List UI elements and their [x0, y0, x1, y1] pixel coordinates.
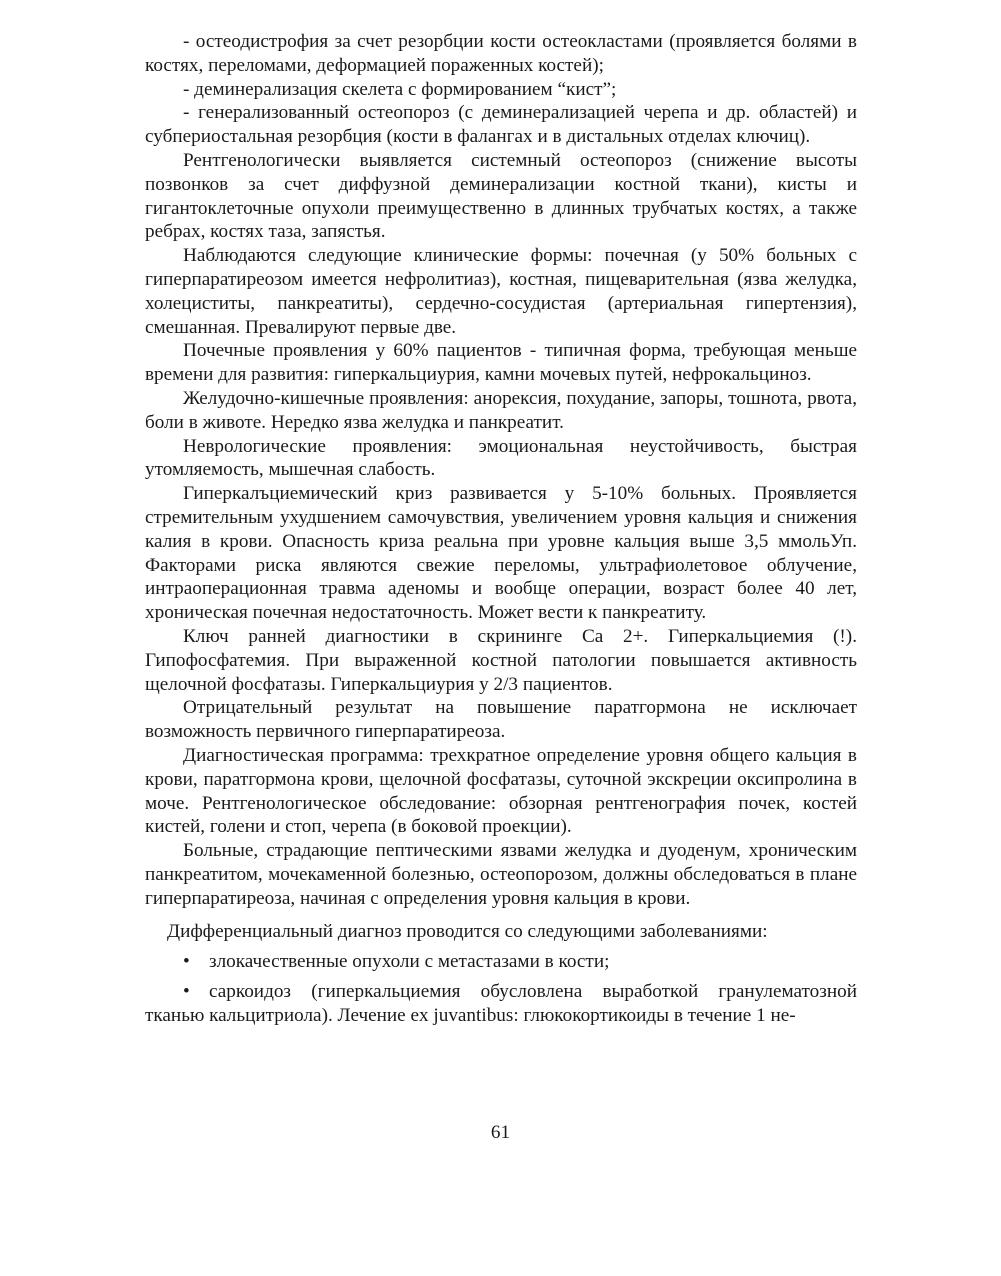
paragraph-osteodystrophy: - остеодистрофия за счет резорбции кости остеокластами (проявляется болями в костях, переломами, деформацией пораженных костей); [145, 31, 857, 76]
paragraph-patients: Больные, страдающие пептическими язвами желудка и дуоденум, хроническим панкреатитом, мочекаменной болезнью, остеопорозом, должны обследоваться в плане гиперпаратиреоза, начиная с определения уровня кальция в крови. [145, 840, 857, 909]
bullet-icon: • [183, 981, 190, 1003]
paragraph-negative-result: Отрицательный результат на повышение паратгормона не исключает возможность первичного гиперпаратиреоза. [145, 697, 857, 743]
paragraph-differential-intro: Дифференциальный диагноз проводится со следующими заболеваниями: [167, 921, 768, 943]
page-number: 61 [490, 1122, 511, 1143]
paragraph-clinical-forms: Наблюдаются следующие клинические формы: почечная (у 50% больных с гиперпаратиреозом имеется нефролитиаз), костная, пищеварительная (язва желудка, холециститы, панкреатиты), сердечно-сосудистая (артериальная гипертензия), смешанная. Превалируют первые две. [145, 245, 857, 338]
paragraph-radiology: Рентгенологически выявляется системный остеопороз (снижение высоты позвонков за счет диффузной деминерализации костной ткани), кисты и гигантоклеточные опухоли преимущественно в длинных трубчатых костях, а также ребрах, костях таза, запястья. [145, 149, 857, 243]
paragraph-gastrointestinal: Желудочно-кишечные проявления: анорексия, похудание, запоры, тошнота, рвота, боли в животе. Нередко язва желудка и панкреатит. [145, 387, 857, 433]
paragraph-diagnostic-program: Диагностическая программа: трехкратное определение уровня общего кальция в крови, паратгормона крови, щелочной фосфатазы, суточной экскреции оксипролина в моче. Рентгенологическое обследование: обзорная рентгенография почек, костей кистей, голени и стоп, черепа (в боковой проекции). [145, 744, 857, 838]
paragraph-crisis: Гиперкалъциемический криз развивается у 5-10% больных. Проявляется стремительным ухудшением самочувствия, увеличением уровня кальция и снижения калия в крови. Опасность криза реальна при уровне кальция выше 3,5 ммольУп. Факторами риска являются свежие переломы, ультрафиолетовое облучение, интраоперационная травма аденомы и вообще операции, возраст более 40 лет, хроническая почечная недостаточность. Может вести к панкреатиту. [145, 483, 857, 624]
paragraph-demineralization: - деминерализация скелета с формированием “кист”; [183, 78, 617, 100]
paragraph-diagnostics-key: Ключ ранней диагностики в скрининге Са 2+. Гиперкальциемия (!). Гипофосфатемия. При выраженной костной патологии повышается активность щелочной фосфатазы. Гиперкальциурия у 2/3 пациентов. [145, 625, 857, 695]
paragraph-osteoporosis: - генерализованный остеопороз (с деминерализацией черепа и др. областей) и субпериостальная резорбция (кости в фалангах и в дистальных отделах ключиц). [145, 102, 857, 148]
list-item-text: злокачественные опухоли с метастазами в кости; [209, 951, 610, 973]
list-item [145, 950, 857, 974]
list-item-text: саркоидоз (гиперкальциемия обусловлена выработкой гранулематозной тканью кальцитриола). Лечение ex juvantibus: глюкокортикоиды в течение 1 не- [145, 981, 857, 1026]
bullet-icon: • [183, 951, 190, 973]
list-item [145, 980, 857, 1028]
document-body [145, 30, 857, 1028]
paragraph-renal: Почечные проявления у 60% пациентов - типичная форма, требующая меньше времени для развития: гиперкальциурия, камни мочевых путей, нефрокальциноз. [145, 340, 857, 386]
paragraph-neurological: Неврологические проявления: эмоциональная неустойчивость, быстрая утомляемость, мышечная слабость. [145, 435, 857, 481]
